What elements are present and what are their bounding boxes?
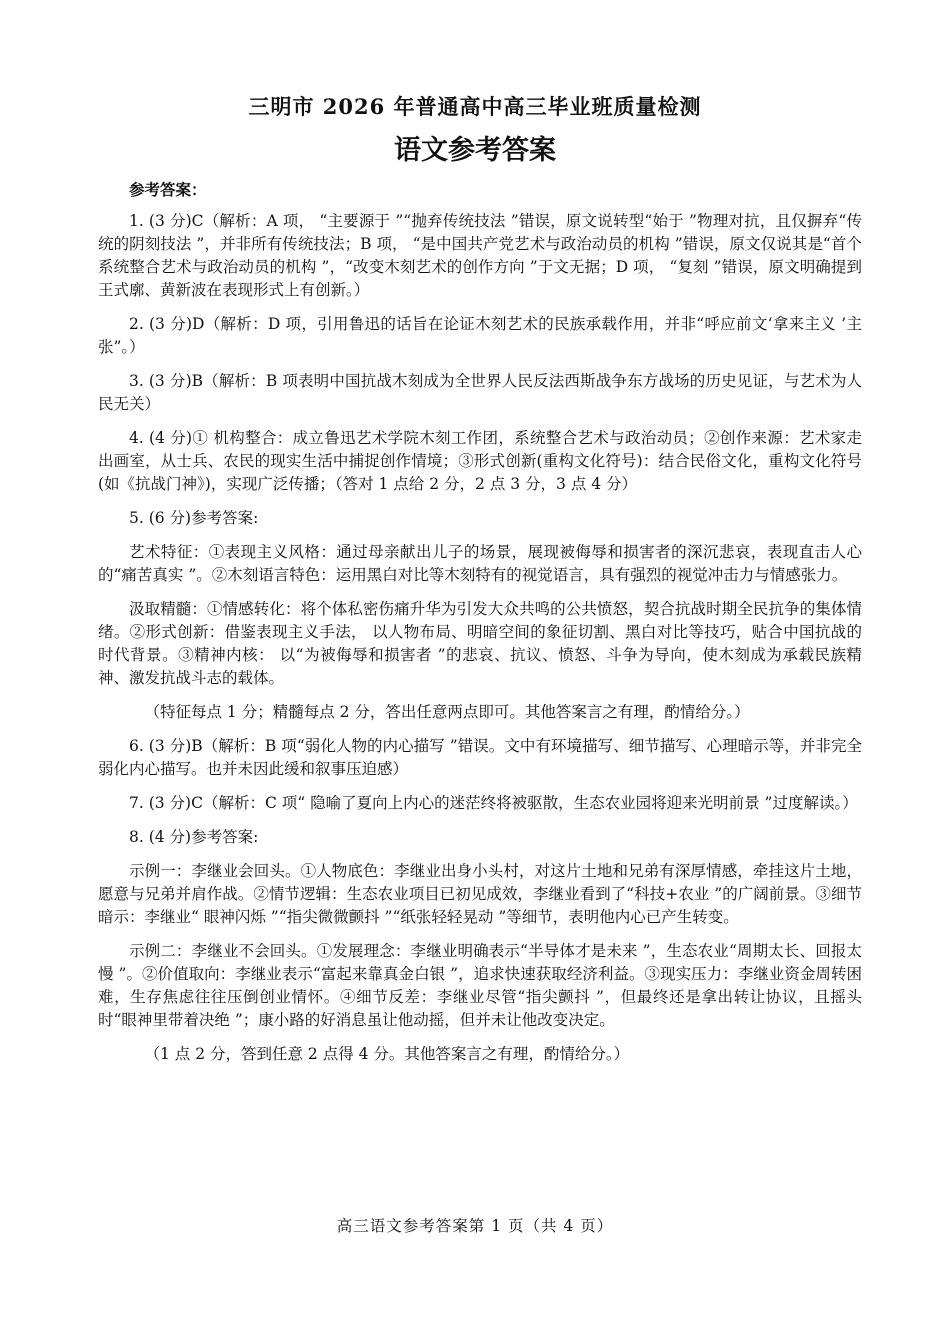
answer-q3: 3. (3 分)B（解析：B 项表明中国抗战木刻成为全世界人民反法西斯战争东方战场的历史见证，与艺术为人民无关）: [98, 372, 862, 413]
answer-q8-example-2: 示例二：李继业不会回头。①发展理念：李继业明确表示“半导体才是未来 ”，生态农业“周期太长、回报太慢 ”。②价值取向：李继业表示“富起来靠真金白银 ”，追求快速获取经济利益。③现实压力：李继业资金周转困难，生存焦虑往往压倒创业情怀。④细节反差：李继业尽管“指尖颤抖 ”，但最终还是拿出转让协议，且摇头时“眼神里带着决绝 ”；康小路的好消息虽让他动摇，但并未让他改变决定。: [98, 942, 862, 1029]
answer-q2: 2. (3 分)D（解析：D 项，引用鲁迅的话旨在论证木刻艺术的民族承载作用，并非“呼应前文‘拿来主义 ’主张”。）: [98, 315, 862, 356]
answer-q6: 6. (3 分)B（解析：B 项“弱化人物的内心描写 ”错误。文中有环境描写、细节描写、心理暗示等，并非完全弱化内心描写。也并未因此缓和叙事压迫感）: [98, 737, 862, 778]
answer-q1: 1. (3 分)C（解析：A 项， “主要源于 ”“抛弃传统技法 ”错误，原文说转型“始于 ”物理对抗，且仅摒弃“传统的阴刻技法 ”，并非所有传统技法；B 项， “是中国共产党艺术与政治动员的机构 ”错误，原文仅说其是“首个系统整合艺术与政治动员的机构 ”，“改变木刻艺术的创作方向 ”于文无据；D 项， “复刻 ”错误，原文明确提到王式廓、黄新波在表现形式上有创新。）: [98, 212, 862, 299]
document-subtitle: 语文参考答案: [394, 135, 556, 166]
answer-q7: 7. (3 分)C（解析：C 项“ 隐喻了夏向上内心的迷茫终将被驱散，生态农业园将迎来光明前景 ”过度解读。）: [129, 794, 858, 812]
document-title: 三明市 2026 年普通高中高三毕业班质量检测: [248, 94, 702, 119]
answer-content: [98, 178, 862, 1077]
answer-q8-example-1: 示例一：李继业会回头。①人物底色：李继业出身小头村，对这片土地和兄弟有深厚情感，牵挂这片土地，愿意与兄弟并肩作战。②情节逻辑：生态农业项目已初见成效，李继业看到了“科技+农业 ”的广阔前景。③细节暗示：李继业“ 眼神闪烁 ”“指尖微微颤抖 ”“纸张轻轻晃动 ”等细节，表明他内心已产生转变。: [98, 862, 862, 926]
answer-q5-heading: 5. (6 分)参考答案:: [129, 509, 259, 527]
answer-q5-essence: 汲取精髓：①情感转化：将个体私密伤痛升华为引发大众共鸣的公共愤怒，契合抗战时期全民抗争的集体情绪。②形式创新：借鉴表现主义手法， 以人物布局、明暗空间的象征切割、黑白对比等技巧，贴合中国抗战的时代背景。③精神内核： 以“为被侮辱和损害者 ”的悲哀、抗议、愤怒、斗争为导向，使木刻成为承载民族精神、激发抗战斗志的载体。: [98, 600, 862, 687]
answer-q4: 4. (4 分)① 机构整合：成立鲁迅艺术学院木刻工作团，系统整合艺术与政治动员；②创作来源：艺术家走出画室，从士兵、农民的现实生活中捕捉创作情境；③形式创新(重构文化符号)：结合民俗文化，重构文化符号(如《抗战门神》)，实现广泛传播；（答对 1 点给 2 分，2 点 3 分，3 点 4 分）: [98, 429, 862, 493]
answer-q8-heading: 8. (4 分)参考答案:: [129, 828, 259, 846]
answer-q5-features: 艺术特征：①表现主义风格：通过母亲献出儿子的场景，展现被侮辱和损害者的深沉悲哀，表现直击人心的“痛苦真实 ”。②木刻语言特色：运用黑白对比等木刻特有的视觉语言，具有强烈的视觉冲击力与情感张力。: [98, 543, 862, 584]
answers-label: 参考答案：: [129, 180, 207, 199]
page-footer: 高三语文参考答案第 1 页（共 4 页）: [336, 1217, 614, 1235]
answer-q8-scoring-note: （1 点 2 分，答到任意 2 点得 4 分。其他答案言之有理，酌情给分。）: [144, 1045, 630, 1063]
answer-q5-scoring-note: （特征每点 1 分；精髓每点 2 分，答出任意两点即可。其他答案言之有理，酌情给分。）: [144, 703, 750, 721]
